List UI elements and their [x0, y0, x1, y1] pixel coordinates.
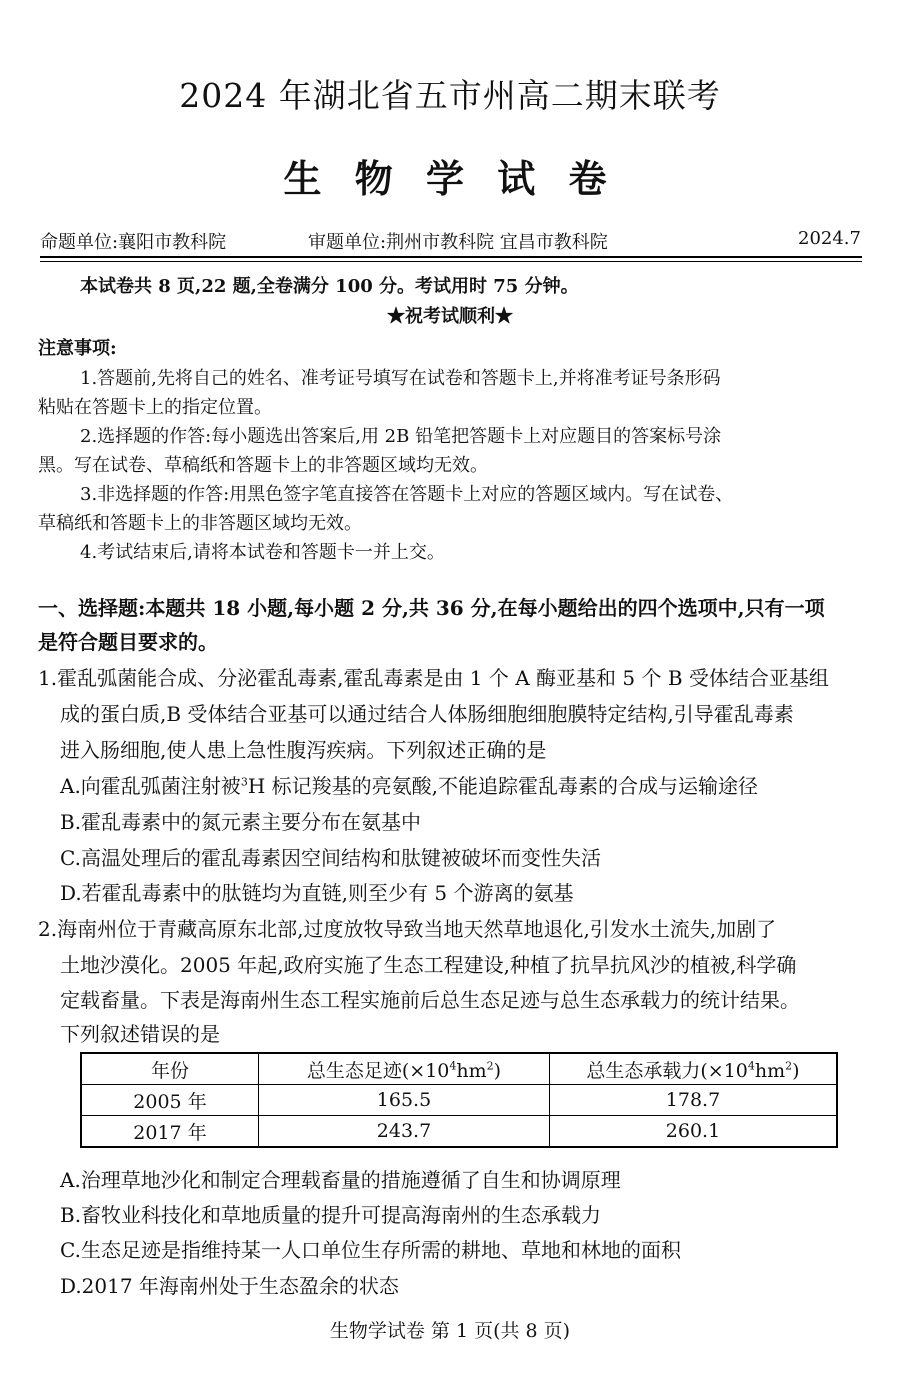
- header-capacity: 总生态承载力$(\times 10^4hm^2)$: [550, 1053, 838, 1085]
- question-2-option-c: C.生态足迹是指维持某一人口单位生存所需的耕地、草地和林地的面积: [60, 1238, 681, 1262]
- cell-capacity: 260.1: [550, 1116, 838, 1148]
- exam-date: 2024.7: [798, 228, 861, 249]
- question-1-option-d: D.若霍乱毒素中的肽链均为直链,则至少有 5 个游离的氨基: [60, 881, 574, 905]
- blessing: ★祝考试顺利★: [387, 306, 513, 327]
- question-1-stem: 进入肠细胞,使人患上急性腹泻疾病。下列叙述正确的是: [60, 738, 547, 762]
- notice-line: 1.答题前,先将自己的姓名、准考证号填写在试卷和答题卡上,并将准考证号条形码: [80, 368, 721, 389]
- notice-line: 草稿纸和答题卡上的非答题区域均无效。: [38, 513, 362, 534]
- question-2-stem: 定载畜量。下表是海南州生态工程实施前后总生态足迹与总生态承载力的统计结果。: [60, 988, 800, 1012]
- exam-title: 2024 年湖北省五市州高二期末联考: [179, 76, 721, 115]
- question-2-option-d: D.2017 年海南州处于生态盈余的状态: [60, 1274, 399, 1298]
- cell-footprint: 243.7: [259, 1116, 550, 1148]
- header-rule-thick: [40, 256, 862, 258]
- header-footprint: 总生态足迹$(\times 10^4hm^2)$: [259, 1053, 550, 1085]
- notice-line: 3.非选择题的作答:用黑色签字笔直接答在答题卡上对应的答题区域内。写在试卷、: [80, 484, 734, 505]
- question-2-stem: 土地沙漠化。2005 年起,政府实施了生态工程建设,种植了抗旱抗风沙的植被,科学确: [60, 953, 797, 977]
- cell-year: 2005 年: [81, 1085, 259, 1116]
- table-row: [81, 1085, 837, 1116]
- page-footer: 生物学试卷 第 1 页(共 8 页): [329, 1320, 571, 1342]
- question-1-option-b: B.霍乱毒素中的氮元素主要分布在氨基中: [60, 810, 422, 834]
- setter-unit: 命题单位:襄阳市教科院: [40, 232, 227, 253]
- table-row: [81, 1116, 837, 1148]
- section-heading-cont: 是符合题目要求的。: [38, 630, 218, 654]
- question-1-stem: 1.霍乱弧菌能合成、分泌霍乱毒素,霍乱毒素是由 1 个 A 酶亚基和 5 个 B 受体结合亚基组: [38, 666, 829, 690]
- cell-footprint: 165.5: [259, 1085, 550, 1116]
- subject-title: 生 物 学 试 卷: [283, 156, 617, 201]
- question-1-option-a: A.向霍乱弧菌注射被$^3$H 标记羧基的亮氨酸,不能追踪霍乱毒素的合成与运输途径: [60, 774, 758, 798]
- question-2-stem: 下列叙述错误的是: [60, 1022, 220, 1046]
- question-2-option-a: A.治理草地沙化和制定合理载畜量的措施遵循了自生和协调原理: [60, 1168, 621, 1192]
- eco-table: [80, 1052, 838, 1148]
- cell-year: 2017 年: [81, 1116, 259, 1148]
- notice-line: 2.选择题的作答:每小题选出答案后,用 2B 铅笔把答题卡上对应题目的答案标号涂: [80, 426, 722, 447]
- question-1-option-c: C.高温处理后的霍乱毒素因空间结构和肽键被破坏而变性失活: [60, 846, 601, 870]
- header-year: 年份: [81, 1053, 259, 1085]
- notice-line: 粘贴在答题卡上的指定位置。: [38, 397, 272, 418]
- question-1-stem: 成的蛋白质,B 受体结合亚基可以通过结合人体肠细胞细胞膜特定结构,引导霍乱毒素: [60, 702, 794, 726]
- notice-line: 黑。写在试卷、草稿纸和答题卡上的非答题区域均无效。: [38, 455, 488, 476]
- question-2-option-b: B.畜牧业科技化和草地质量的提升可提高海南州的生态承载力: [60, 1203, 602, 1227]
- table-header-row: [81, 1053, 837, 1085]
- exam-summary: 本试卷共 8 页,22 题,全卷满分 100 分。考试用时 75 分钟。: [80, 276, 579, 297]
- notice-line: 4.考试结束后,请将本试卷和答题卡一并上交。: [80, 542, 445, 563]
- header-rule-thin: [40, 261, 862, 262]
- notice-heading: 注意事项:: [38, 338, 117, 359]
- question-2-stem: 2.海南州位于青藏高原东北部,过度放牧导致当地天然草地退化,引发水土流失,加剧了: [38, 917, 777, 941]
- cell-capacity: 178.7: [550, 1085, 838, 1116]
- reviewer-unit: 审题单位:荆州市教科院 宜昌市教科院: [308, 232, 608, 253]
- section-heading: 一、选择题:本题共 18 小题,每小题 2 分,共 36 分,在每小题给出的四个选项中,只有一项: [38, 596, 825, 620]
